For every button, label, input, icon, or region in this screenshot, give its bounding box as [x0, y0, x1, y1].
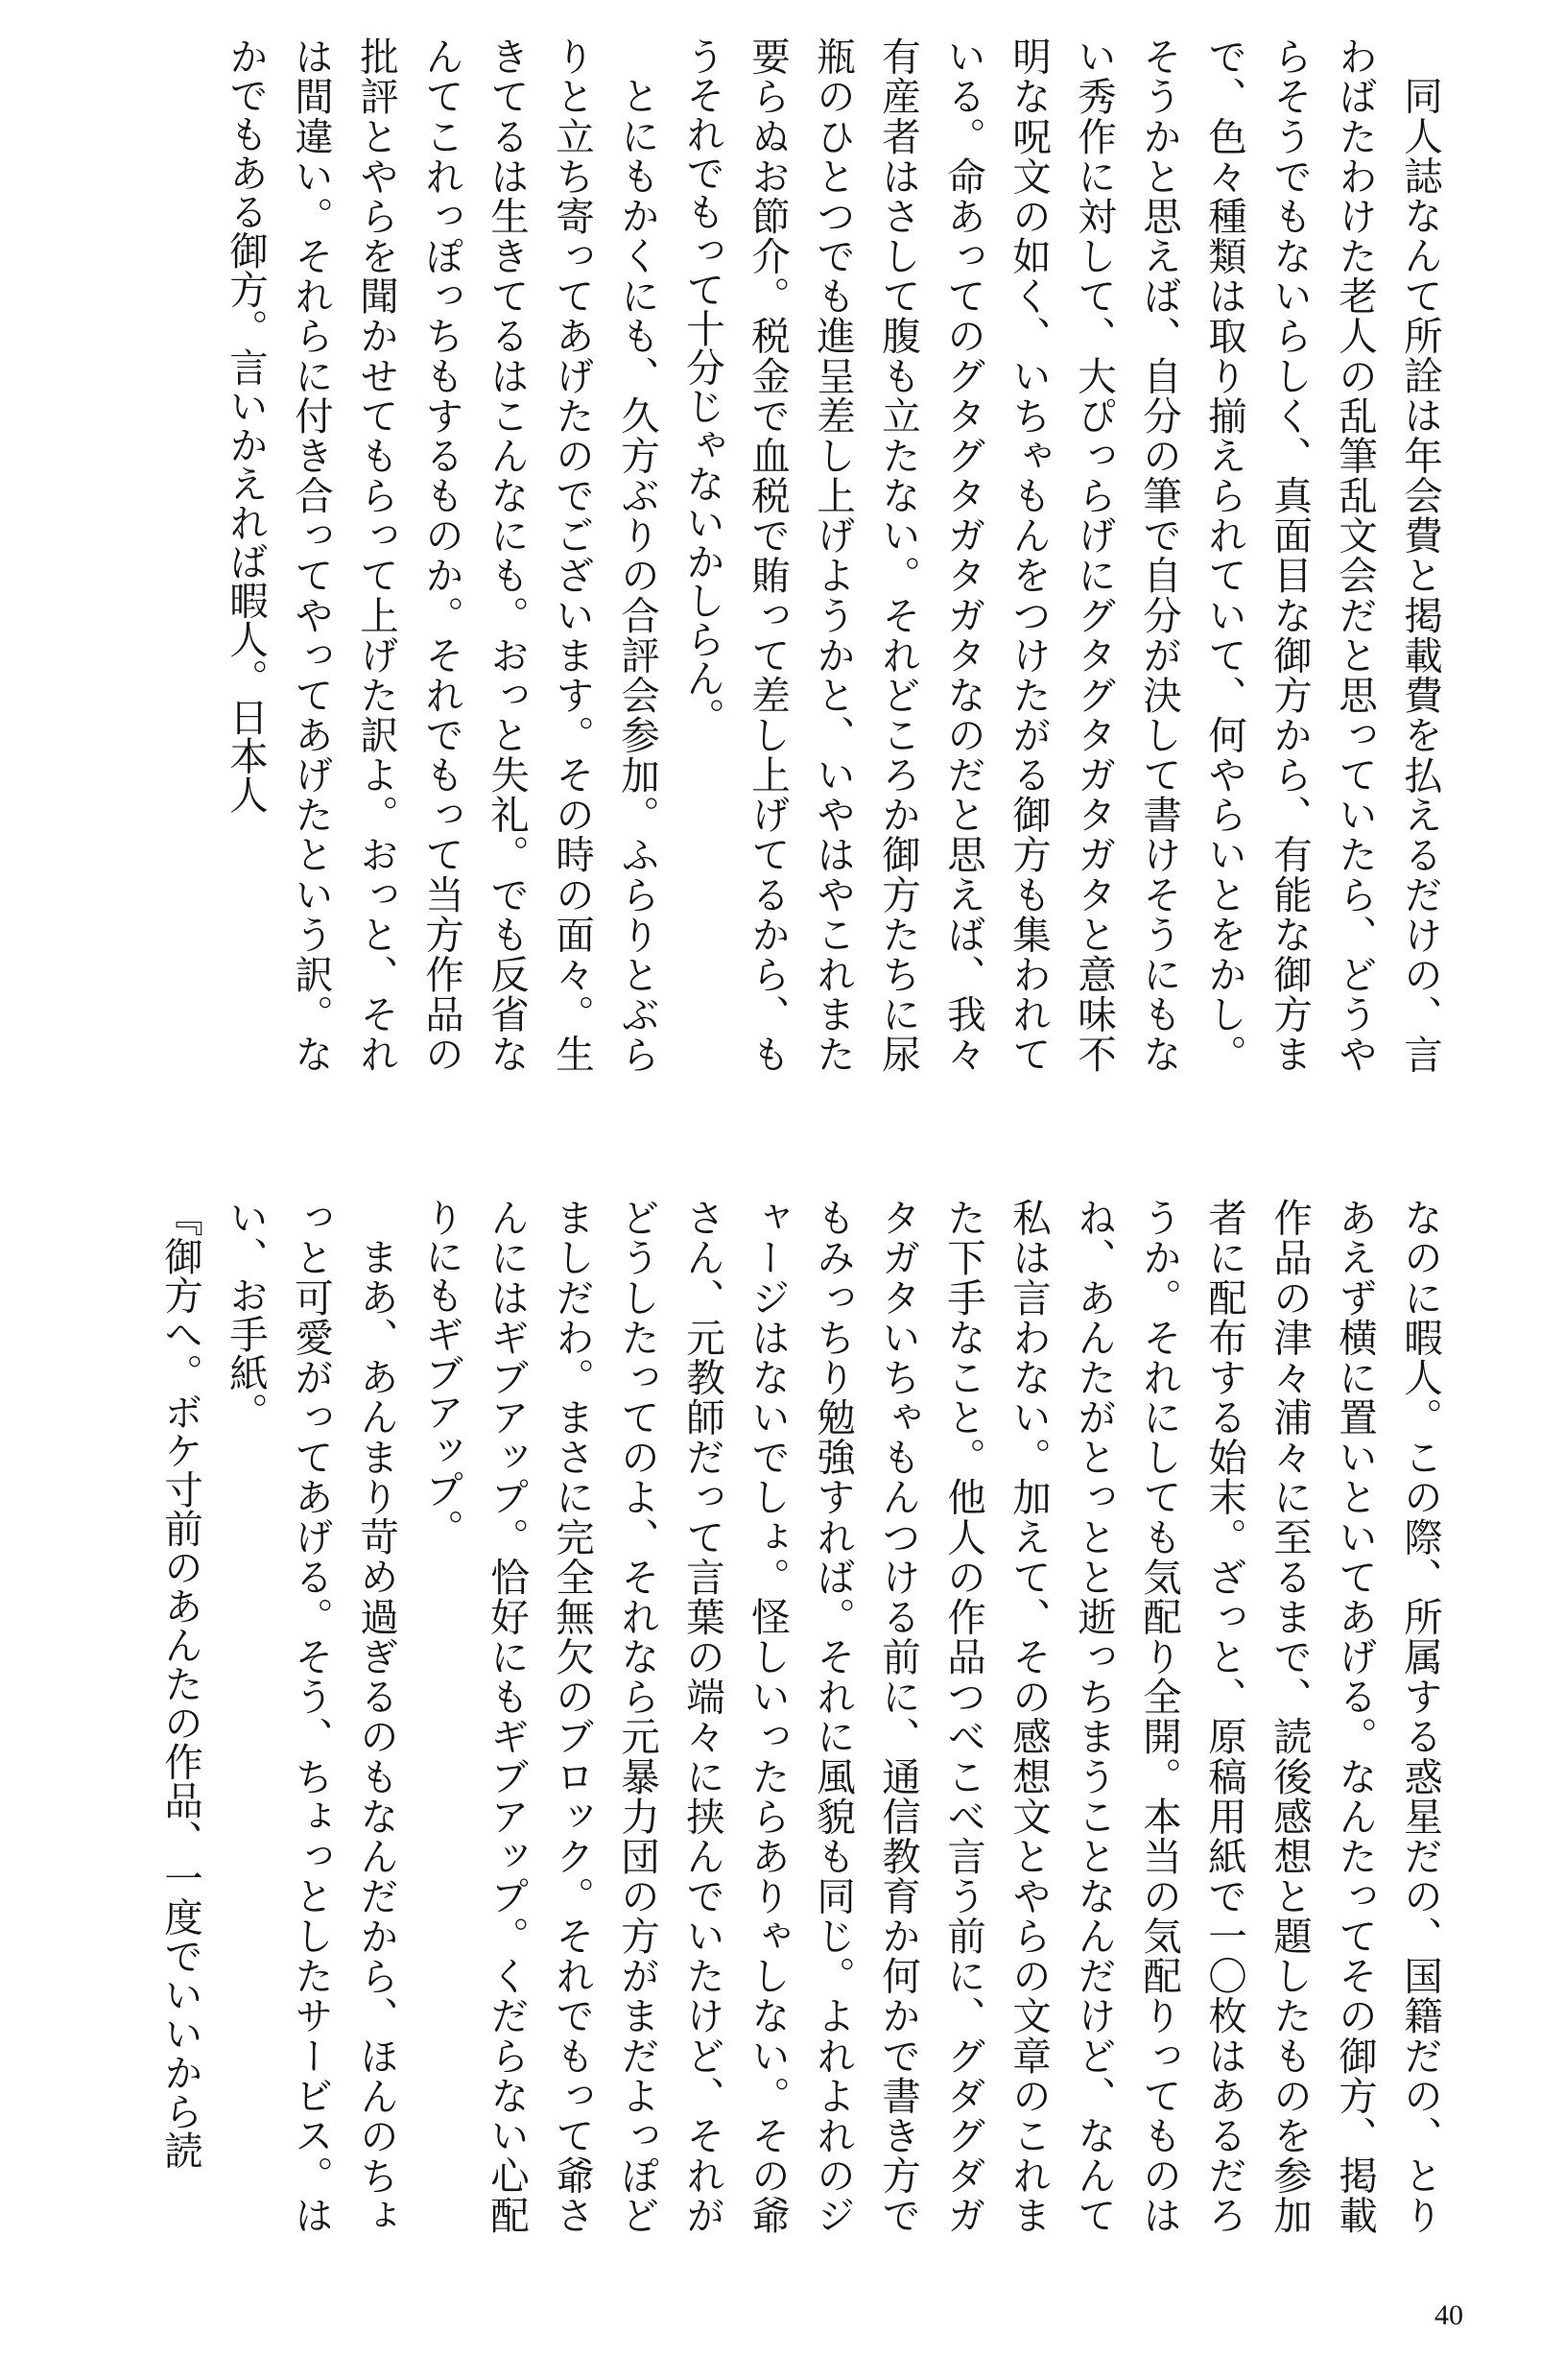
page-number: 40: [1434, 2299, 1463, 2331]
paragraph: なのに暇人。この際、所属する惑星だの、国籍だの、とりあえず横に置いといてあげる。なんたってその御方、掲載作品の津々浦々に至るまで、読後感想と題したものを参加者に配布する始末。ざっと、原稿用紙で一〇枚はあるだろうか。それにしても気配り全開。本当の気配りってものはね、あんたがとっとと逝っちまうことなんだけど、なんて私は言わない。加えて、その感想文とやらの文章のこれまた下手なこと。他人の作品つべこべ言う前に、グダグダガタガタいちゃもんつける前に、通信教育か何かで書き方でもみっちり勉強すれば。それに風貌も同じ。よれよれのジャージはないでしょ。怪しいったらありゃしない。その爺さん、元教師だって言葉の端々に挟んでいたけど、それがどうしたってのよ、それなら元暴力団の方がまだよっぽどましだわ。まさに完全無欠のブロック。それでもって爺さんにはギブアップ。恰好にもギブアップ。くだらない心配りにもギブアップ。: [418, 1198, 1443, 2234]
paragraph: まあ、あんまり苛め過ぎるのもなんだから、ほんのちょっと可愛がってあげる。そう、ちょっとしたサービス。はい、お手紙。: [223, 1198, 399, 2234]
paragraph: とにもかくにも、久方ぶりの合評会参加。ふらりとぶらりと立ち寄ってあげたのでございます。その時の面々。生きてるは生きてるはこんなにも。おっと失礼。でも反省なんてこれっぽっちもするものか。それでもって当方作品の批評とやらを聞かせてもらって上げた訳よ。おっと、それは間違い。それらに付き合ってやってあげたという訳。なかでもある御方。言いかえれば暇人。日本人: [223, 36, 660, 1073]
paragraph: 同人誌なんて所詮は年会費と掲載費を払えるだけの、言わばたわけた老人の乱筆乱文会だと思っていたら、どうやらそうでもないらしく、真面目な御方から、有能な御方まで、色々種類は取り揃えられていて、何やらいとをかし。そうかと思えば、自分の筆で自分が決して書けそうにもない秀作に対して、大ぴっらげにグタグタガタガタと意味不明な呪文の如く、いちゃもんをつけたがる御方も集われている。命あってのグタグタガタガタなのだと思えば、我々有産者はさして腹も立たない。それどころか御方たちに尿瓶のひとつでも進呈差し上げようかと、いやはやこれまた要らぬお節介。税金で血税で賄って差し上げてるから、もうそれでもって十分じゃないかしらん。: [679, 36, 1443, 1073]
lower-text-block: [90, 1198, 1453, 2234]
paragraph: 『御方へ。ボケ寸前のあんたの作品、一度でいいから読: [157, 1198, 203, 2170]
upper-text-block: [90, 36, 1453, 1073]
